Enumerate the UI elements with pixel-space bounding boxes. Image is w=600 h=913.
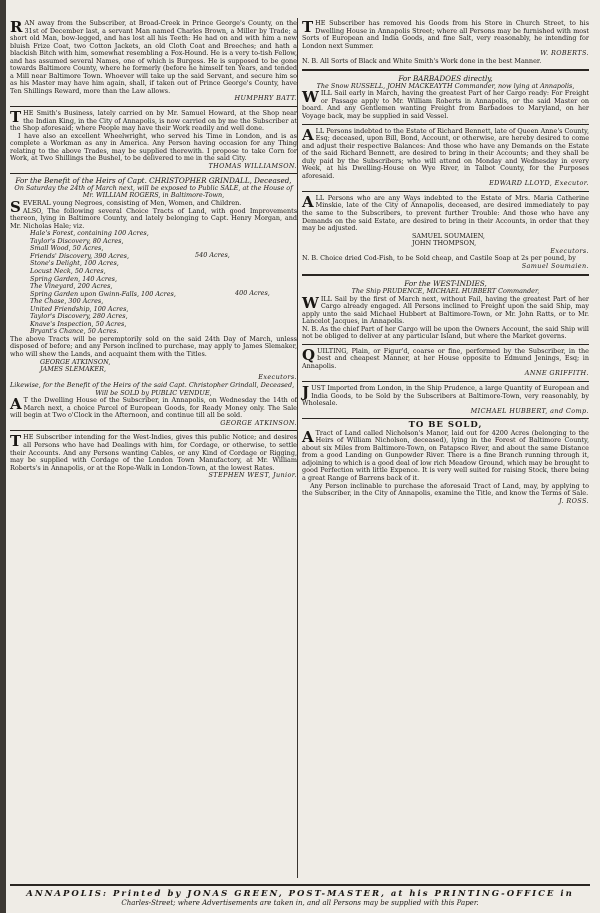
divider (302, 191, 589, 192)
tract-item: Taylor's Discovery, 80 Acres, (30, 236, 124, 245)
divider (10, 106, 297, 107)
ad-barbadoes (302, 75, 589, 120)
executor-2: JOHN THOMPSON, (412, 239, 477, 248)
divider (302, 69, 589, 71)
drop-cap: A (10, 395, 22, 414)
divider (10, 430, 297, 431)
executor-1: GEORGE ATKINSON, (40, 357, 111, 366)
ad-quilting (302, 345, 589, 378)
ad-nb: N. B. All Sorts of Black and White Smith's Work done in the best Manner. (302, 56, 542, 65)
executor-2: JAMES SLEMAKER, (40, 365, 107, 374)
right-column (302, 0, 589, 506)
ad-text: T the Dwelling House of the Subscriber, in Annapolis, on Wednesday the 14th of March next, a choice Parcel of European Goods, for Ready Money only. The Sale will begin at Two o'Clock in the Afternoon, and continue till all be sold. (10, 396, 297, 420)
ad-smith-business (10, 110, 297, 170)
colophon-line-1: ANNAPOLIS: Printed by JONAS GREEN, POST-MASTER, at his PRINTING-OFFICE in (26, 889, 574, 899)
divider (302, 274, 589, 276)
drop-cap: A (302, 125, 314, 144)
tract-item: Stone's Delight, 100 Acres, (30, 259, 119, 268)
drop-cap: A (302, 192, 314, 211)
tract-item: Friends' Discovery, 390 Acres, (30, 251, 130, 260)
ad-signature: W. ROBERTS. (540, 49, 589, 58)
bracket-total-2: 400 Acres, (235, 289, 270, 298)
drop-cap: W (302, 88, 319, 107)
ad-signature: THOMAS WILLIAMSON. (208, 161, 297, 170)
drop-cap: R (10, 18, 23, 36)
ad-heading: For the Benefit of the Heirs of Capt. CHRISTOPHER GRINDALL, Deceased, (15, 176, 292, 186)
ad-text: ILL Sail early in March, having the greatest Part of her Cargo ready: For Freight or Passage apply to Mr. William Roberts in Annapolis, or the said Master on board. And any Gentlemen wanting Freight from Barbadoes to Maryland, on her Voyage back, may be supplied in said Vessel. (302, 89, 589, 121)
ad-line: Likewise, for the Benefit of the Heirs of the said Capt. Christopher Grindall, Deceased, (10, 381, 295, 390)
colophon (10, 880, 590, 907)
ad-text-2: I have also an excellent Wheelwright, who served his Time in London, and is as complete a Workman as any in America. Any Person having occasion for any Thing relating to the above Trades, may be supplied therewith. I propose to take Corn for Work, at Two Shillings the Bushel, to be delivered to me in the said City. (10, 131, 297, 163)
ad-ship: The Snow RUSSELL, JOHN MACKEAYTH Commander, now lying at Annapolis, (316, 81, 575, 90)
ad-signature: HUMPHRY BATT. (234, 94, 297, 103)
ad-signature: ANNE GRIFFITH. (524, 369, 589, 378)
tract-item: Knave's Inspection, 50 Acres, (30, 319, 127, 328)
executors-label: Executors. (550, 246, 589, 255)
drop-cap: T (10, 432, 22, 451)
ad-signature: J. ROSS. (558, 496, 589, 505)
ad-text-2: Any Person inclinable to purchase the aforesaid Tract of Land, may, by applying to the Subscriber, in the City of Annapolis, examine the Title, and know the Terms of Sale. (302, 481, 589, 498)
tract-item: Bryant's Chance, 50 Acres. (30, 327, 119, 336)
drop-cap: J (302, 382, 310, 401)
ad-removed-goods (302, 20, 589, 65)
ad-text: HE Subscriber has removed his Goods from his Store in Church Street, to his Dwelling House in Annapolis Street; where all Persons may be furnished with most Sorts of European and India Goods, and fine Salt, very reasonably, he intending for London next Summer. (302, 19, 589, 50)
drop-cap: Q (302, 345, 316, 364)
ad-runaway-servant (10, 20, 297, 103)
ad-signature: EDWARD LLOYD, Executor. (489, 179, 589, 188)
ad-nb: N. B. As the chief Part of her Cargo will be upon the Owners Account, the said Ship will not be obliged to deliver at any particular Island, but where the Market governs. (302, 324, 589, 341)
ad-imported-goods (302, 382, 589, 415)
ad-signature: MICHAEL HUBBERT, and Comp. (470, 406, 589, 415)
ad-heading: For the WEST-INDIES, (404, 279, 487, 289)
colophon-line-2: Charles-Street; where Advertisements are taken in, and all Persons may be supplied with this Paper. (121, 898, 479, 907)
tract-item: The Vineyard, 200 Acres, (30, 282, 113, 291)
ad-intro: On Saturday the 24th of March next, will be exposed to Public SALE, at the House of Mr. WILLIAM ROGERS, in Baltimore-Town, (14, 183, 293, 200)
ad-also: ALSO, The following several Choice Tracts of Land, with good Improvements thereon, lying in Baltimore County, and lately belonging to Capt. Henry Morgan, and Mr. Nicholas Hale; viz. (10, 206, 297, 230)
ad-signature: STEPHEN WEST, Junior. (208, 471, 297, 480)
ad-text: Tract of Land called Nicholson's Manor, laid out for 4200 Acres (belonging to the Heirs of William Nicholson, deceased), lying in the Forest of Baltimore County, about six Miles from Baltimore-Town, on Patapsco River, and about the same Distance from a good Landing on Gunpowder River. There is a fine Branch running through it, adjoining to which is a good deal of low rich Meadow Ground, which may be brought to good Perfection with little Expence. It is very well suited for raising Stock, there being a great Range of Barrens back of it. (302, 428, 589, 482)
drop-cap: A (302, 427, 314, 446)
ad-title: Will be SOLD by PUBLIC VENDUE, (95, 388, 212, 397)
ad-public-vendue (10, 382, 297, 427)
divider (302, 344, 589, 345)
ad-signature: GEORGE ATKINSON. (220, 418, 297, 427)
tract-item: The Chase, 300 Acres, (30, 297, 104, 306)
tract-item: Small Wood, 50 Acres, (30, 244, 104, 253)
ad-closing: The above Tracts will be peremptorily sold on the said 24th Day of March, unless disposed of before; and any Person inclined to purchase, may apply to James Slemaker, who will shew the Lands, and acquaint them with the Titles. (10, 334, 297, 358)
divider (302, 124, 589, 125)
divider (10, 884, 590, 886)
bracket-total-1: 540 Acres, (195, 251, 230, 260)
page-edge-shadow (0, 0, 6, 913)
tract-item: Locust Neck, 50 Acres, (30, 266, 106, 275)
ad-ship-prudence (302, 280, 589, 340)
ad-text: UILTING, Plain, or Figur'd, coarse or fine, performed by the Subscriber, in the best and cheapest Manner, at her House opposite to Edmund Jenings, Esq; in Annapolis. (302, 346, 589, 370)
drop-cap: W (302, 293, 319, 312)
tract-list (10, 230, 297, 336)
divider (302, 381, 589, 382)
executor-1: SAMUEL SOUMAIEN, (412, 231, 485, 240)
divider (10, 173, 297, 174)
column-divider (297, 18, 298, 878)
ad-title: TO BE SOLD, (408, 420, 483, 431)
tract-item: Spring Garden upon Gwinn-Falls, 100 Acres, (30, 289, 176, 298)
ad-nb: N. B. Choice dried Cod-Fish, to be Sold cheap, and Castile Soap at 2s per pound, by (302, 254, 576, 263)
tract-item: Taylor's Discovery, 280 Acres, (30, 312, 128, 321)
executors-label: Executors. (258, 372, 297, 381)
ad-nb-signature: Samuel Soumaien. (521, 261, 589, 270)
ad-bennett-estate (302, 125, 589, 188)
ad-negroes: EVERAL young Negroes, consisting of Men, Women, and Children. (22, 199, 242, 208)
left-column (10, 0, 297, 481)
drop-cap: T (302, 18, 314, 36)
ad-minskie-estate (302, 192, 589, 270)
ad-west-indies-notice (10, 434, 297, 479)
ad-text: LL Persons indebted to the Estate of Richard Bennett, late of Queen Anne's County, Esq; deceased, upon Bill, Bond, Account, or otherwise, are hereby desired to come and adjust their respective Balances: And those who have any Demands on the Estate of the said Richard Bennett, are desired to bring in their Accounts; and they shall be duly paid by the Subscribers; who will attend on Monday and Wednesday in every Week, at his Dwelling-House on Wye River, in Talbot County, for the Purposes aforesaid. (302, 126, 589, 180)
ad-text: ILL Sail by the first of March next, without Fail, having the greatest Part of her Cargo already engaged. All Persons inclined to Freight upon the said Ship, may apply unto the said Michael Hubbert at Baltimore-Town, or Mr. John Ratts, or to Mr. Lancelot Jacques, in Annapolis. (302, 294, 589, 326)
tract-item: Hale's Forest, containing 100 Acres, (30, 229, 149, 238)
drop-cap: S (10, 198, 21, 217)
drop-cap: T (10, 108, 22, 127)
ad-text: UST Imported from London, in the Ship Prudence, a large Quantity of European and India Goods, to be Sold by the Subscribers at Baltimore-Town, very reasonably, by Wholesale. (302, 383, 589, 408)
ad-land-for-sale (302, 422, 589, 505)
ad-grindall-sale (10, 177, 297, 381)
ad-text: HE Smith's Business, lately carried on by Mr. Samuel Howard, at the Shop near the Indian King, in the City of Annapolis, is now carried on by me the Subscriber at the Shop aforesaid; where People may have their Work readily and well done. (10, 109, 297, 133)
ad-heading: For BARBADOES directly, (398, 74, 493, 84)
ad-text: LL Persons who are any Ways indebted to the Estate of Mrs. Maria Catherine Minskie, late of the City of Annapolis, deceased, are desired immediately to pay the same to the Subscribers, to prevent further Trouble: And those who have any Demands on the said Estate, are desired to bring in their Accounts, in order that they may be adjusted. (302, 193, 589, 233)
ad-text: HE Subscriber intending for the West-Indies, gives this public Notice; and desires all Persons who have had Dealings with him, for Cordage, or otherwise, to settle their Accounts. And any Persons wanting Cables, or any Kind of Cordage or Rigging, may be supplied with Cordage of the London Town Manufactory, at Mr. William Roberts's in Annapolis, or at the Rope-Walk in London-Town, at the lowest Rates. (10, 433, 297, 472)
ad-ship: The Ship PRUDENCE, MICHAEL HUBBERT Commander, (351, 286, 540, 295)
divider (302, 418, 589, 419)
ad-text: AN away from the Subscriber, at Broad-Creek in Prince George's County, on the 31st of December last, a servant Man named Charles Brown, a Miller by Trade; a short old Man, bow-legged, and has lost all his Teeth: He had on and with him a new bluish Frize Coat, two Cotton Jackets, an old Cloth Coat and Breeches; and hath a blackish Bitch with him, somewhat resembling a Fox-Hound. He is a very to-tish Fellow, and has assumed several Names, one of which is Burgess. He is supposed to be gone towards Baltimore County, where he formerly (before he himself ten Years, and tended a Mill near Baltimore Town. Whoever will take up the said Servant, and secure him so as his Master may have him again, shall, if taken out of Prince George's County, have Ten Shillings Reward, more than the Law allows. (10, 19, 297, 95)
tract-item: United Friendship, 100 Acres, (30, 304, 129, 313)
tract-item: Spring Garden, 140 Acres, (30, 274, 118, 283)
